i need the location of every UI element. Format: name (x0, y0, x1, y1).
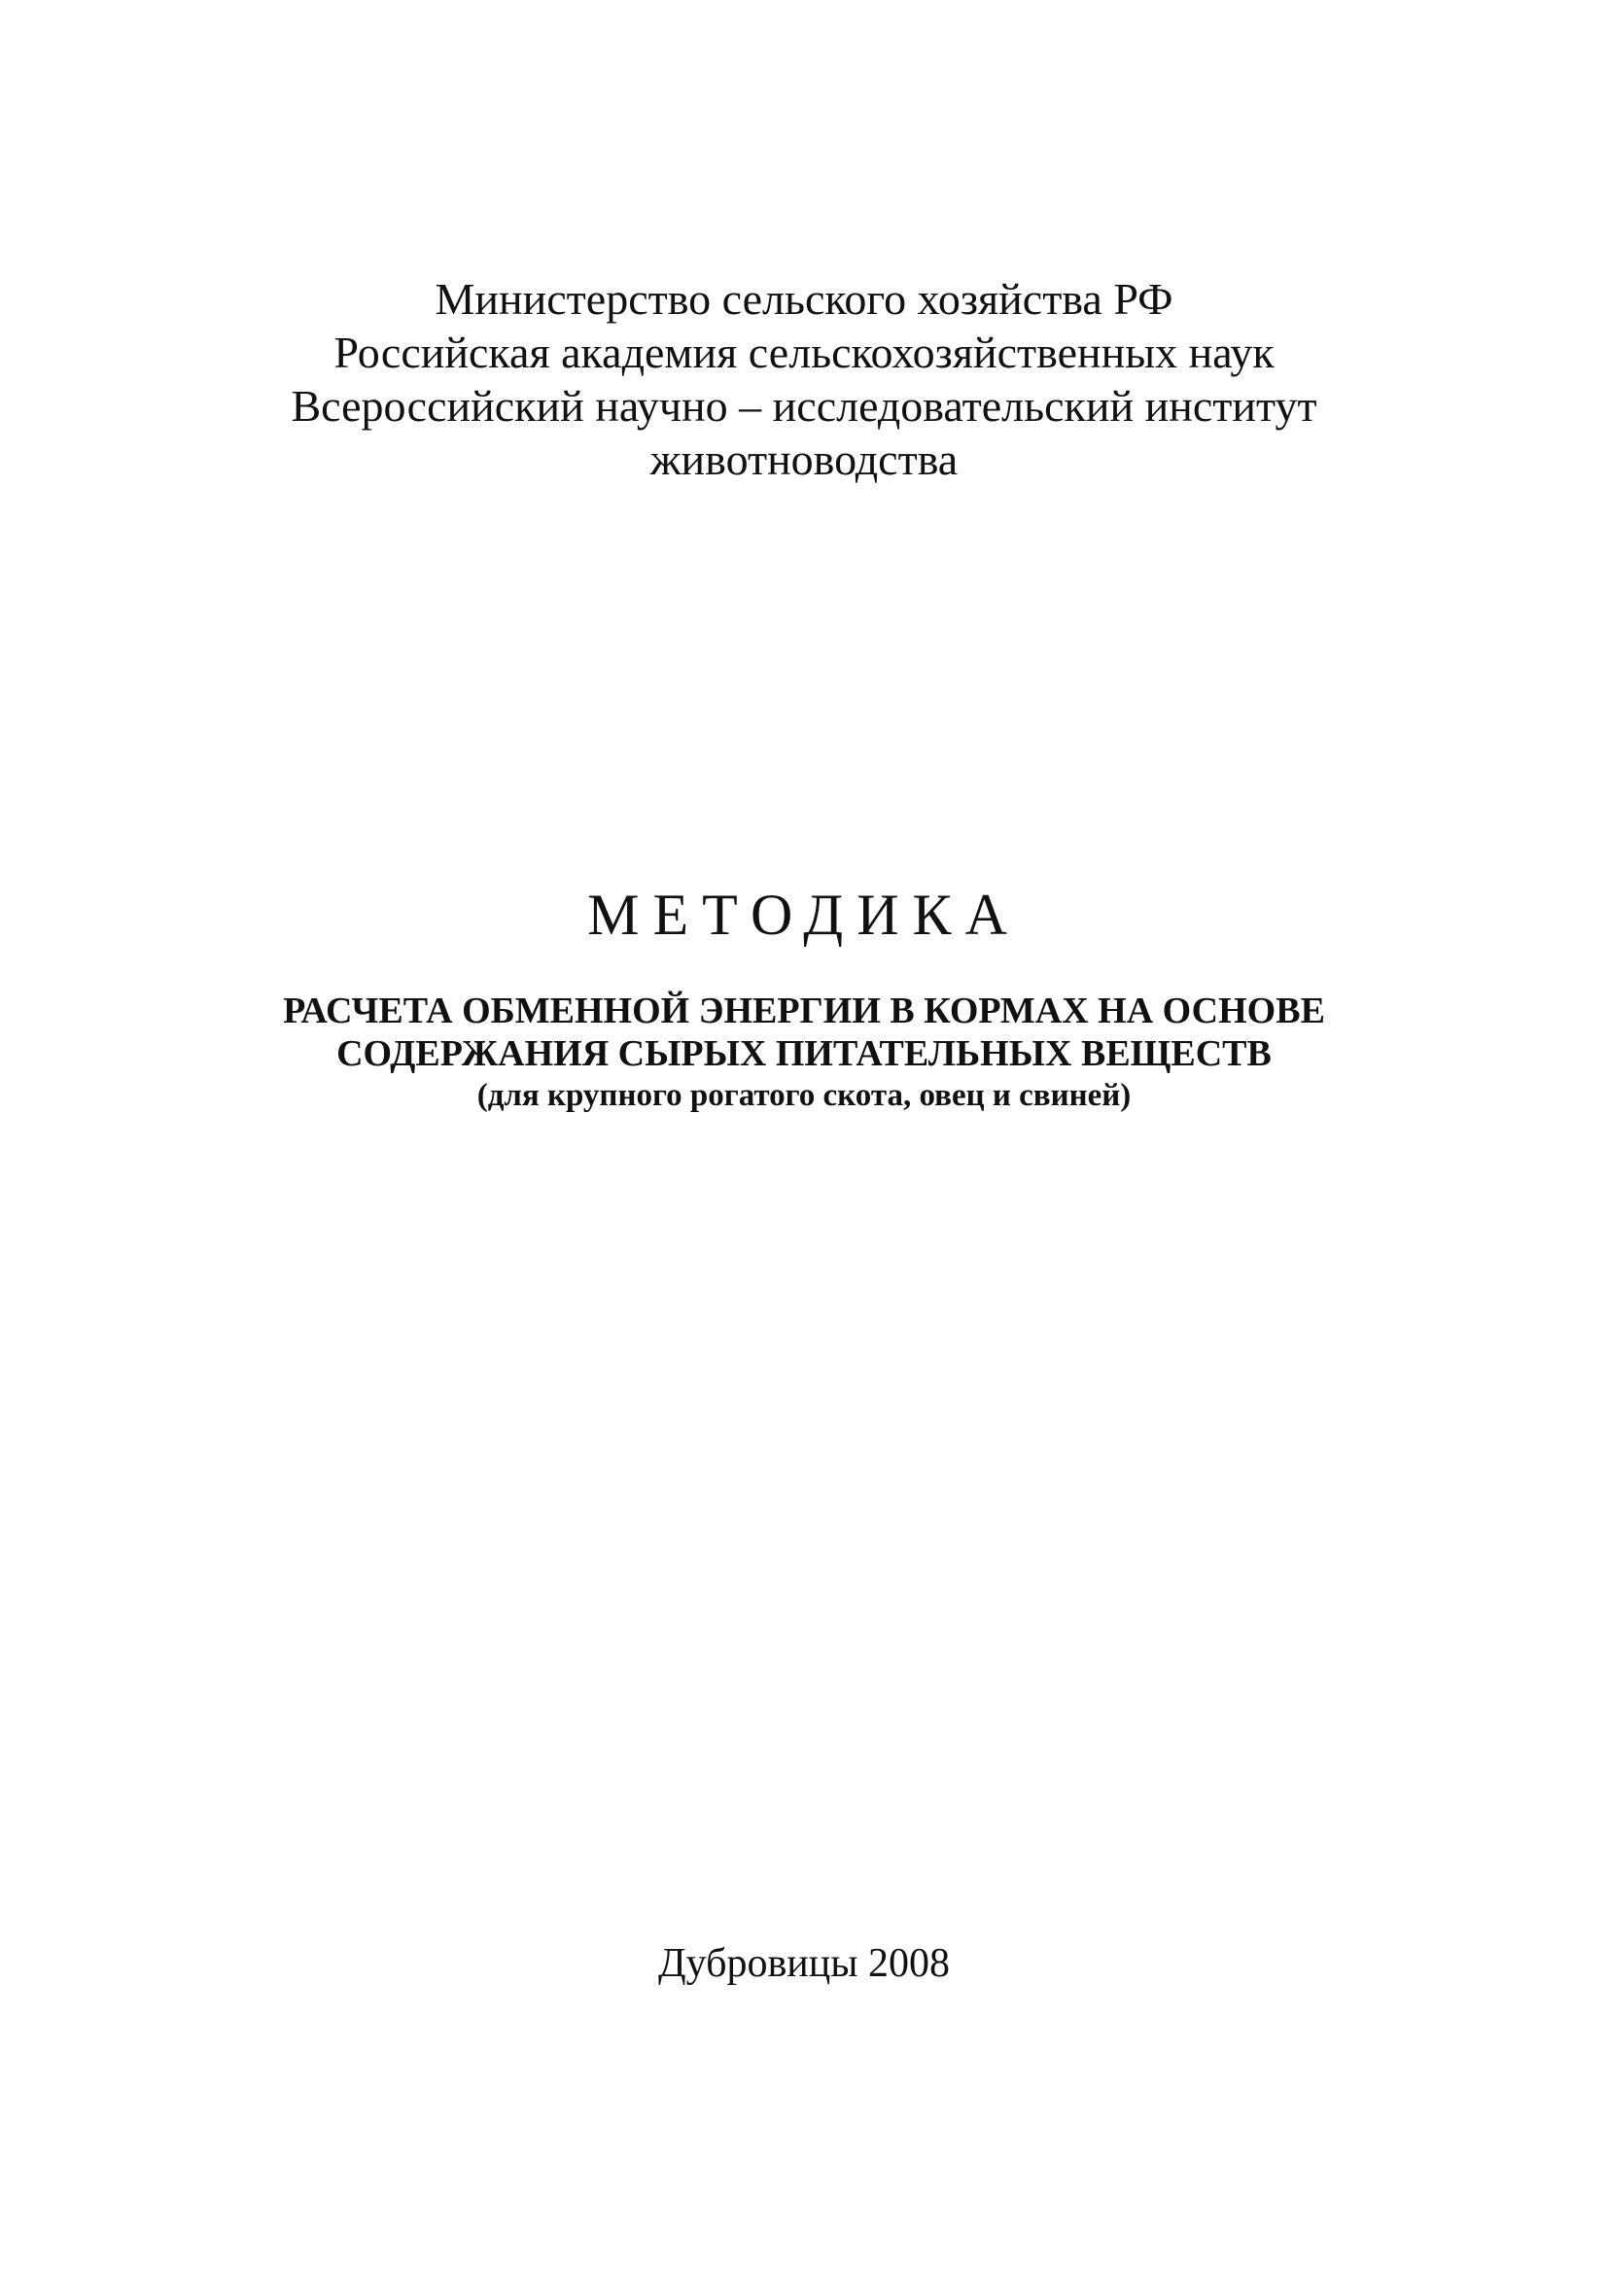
ministry-line: Министерство сельского хозяйства РФ (435, 274, 1173, 324)
institute-line: Всероссийский научно – исследовательский институт (291, 381, 1317, 431)
institute-line-continued: животноводства (649, 435, 959, 484)
document-subtitle (0, 990, 1608, 1116)
institution-header (0, 272, 1608, 486)
place-and-year: Дубровицы 2008 (658, 1941, 950, 1986)
subtitle-note: (для крупного рогатого скота, овец и свиней) (476, 1078, 1132, 1113)
document-title: МЕТОДИКА (587, 883, 1021, 947)
academy-line: Российская академия сельскохозяйственных наук (333, 328, 1275, 377)
subtitle-line-2: СОДЕРЖАНИЯ СЫРЫХ ПИТАТЕЛЬНЫХ ВЕЩЕСТВ (336, 1033, 1272, 1074)
subtitle-line-1: РАСЧЕТА ОБМЕННОЙ ЭНЕРГИИ В КОРМАХ НА ОСНОВЕ (283, 991, 1325, 1031)
